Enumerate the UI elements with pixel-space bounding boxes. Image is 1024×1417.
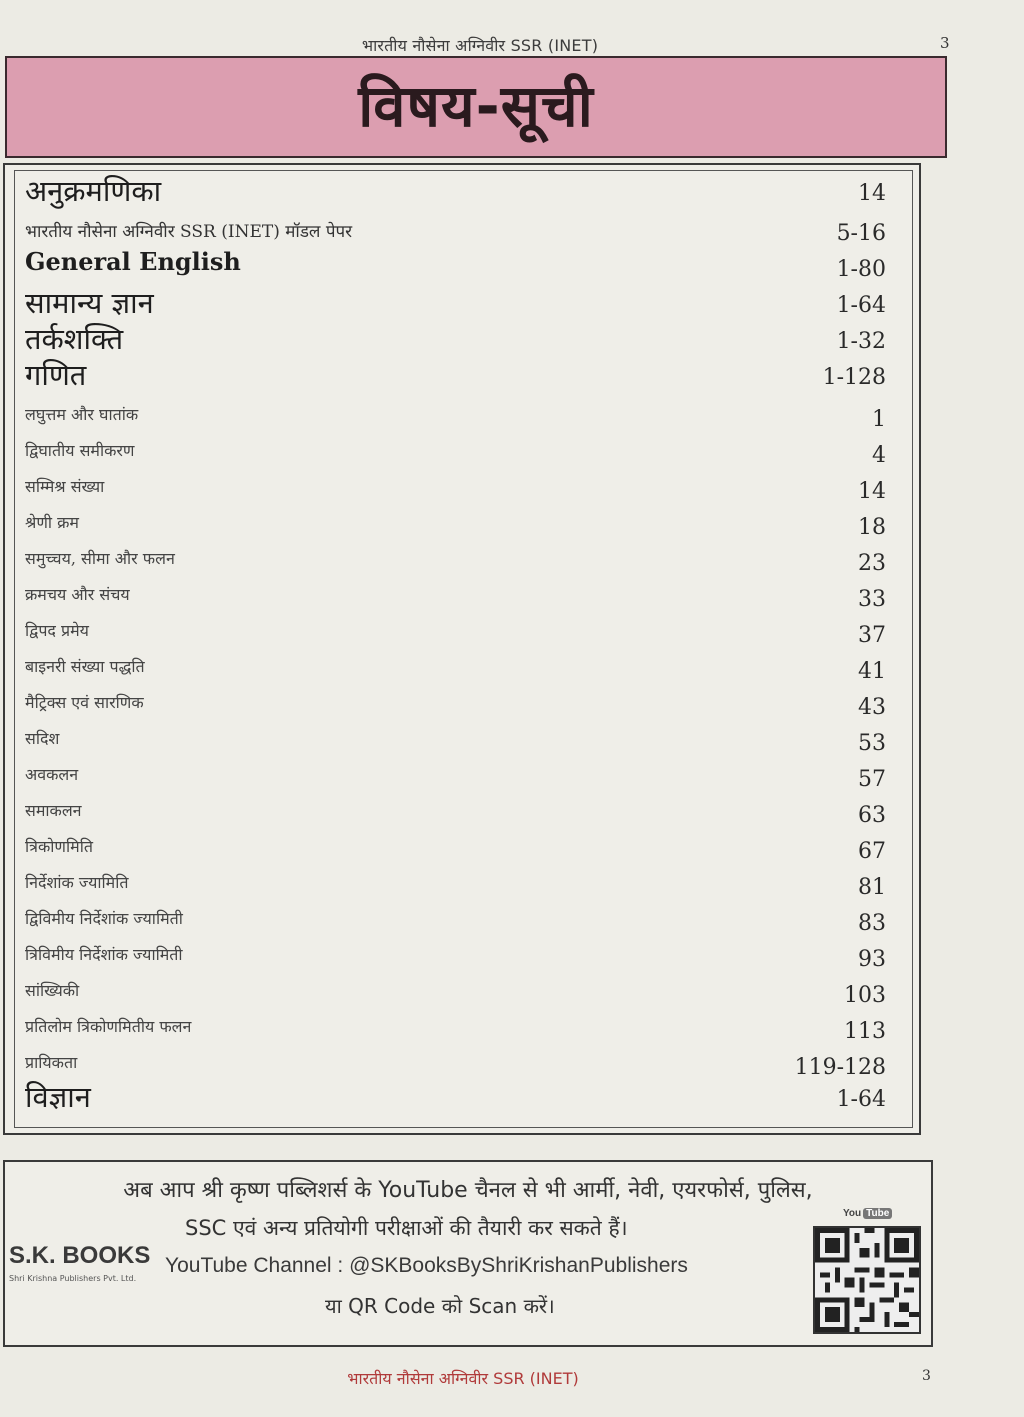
toc-entry bbox=[15, 793, 912, 829]
toc-entry bbox=[15, 1077, 912, 1113]
toc-entry-title: त्रिकोणमिति bbox=[25, 837, 93, 856]
toc-entry-page: 14 bbox=[858, 479, 886, 504]
toc-entry bbox=[15, 505, 912, 541]
toc-entry-page: 1-80 bbox=[836, 257, 886, 282]
toc-entry-page: 81 bbox=[858, 875, 886, 900]
toc-entry-title: भारतीय नौसेना अग्निवीर SSR (INET) मॉडल पेपर bbox=[25, 222, 353, 242]
toc-entry-page: 23 bbox=[858, 551, 886, 576]
toc-entry-title: सम्मिश्र संख्या bbox=[25, 477, 105, 496]
publisher-logo: S.K. BOOKS bbox=[9, 1242, 151, 1269]
toc-entry-page: 57 bbox=[858, 767, 886, 792]
toc-entry-title: समुच्चय, सीमा और फलन bbox=[25, 549, 175, 568]
toc-entry-page: 1-32 bbox=[836, 329, 886, 354]
toc-entry-title: श्रेणी क्रम bbox=[25, 513, 79, 532]
advert-line-1: अब आप श्री कृष्ण पब्लिशर्स के YouTube चैनल से भी आर्मी, नेवी, एयरफोर्स, पुलिस, bbox=[123, 1178, 813, 1203]
toc-entry-page: 67 bbox=[858, 839, 886, 864]
toc-entry bbox=[15, 1045, 912, 1081]
toc-entry-page: 43 bbox=[858, 695, 886, 720]
footer-page-number: 3 bbox=[922, 1368, 931, 1384]
toc-entry-title: प्रतिलोम त्रिकोणमितीय फलन bbox=[25, 1017, 192, 1036]
toc-entry-title: क्रमचय और संचय bbox=[25, 585, 130, 604]
advert-line-2: SSC एवं अन्य प्रतियोगी परीक्षाओं की तैयारी कर सकते हैं। bbox=[185, 1216, 628, 1240]
toc-entry bbox=[15, 865, 912, 901]
toc-entry-page: 1 bbox=[872, 407, 886, 432]
toc-entry bbox=[15, 649, 912, 685]
toc-entry bbox=[15, 541, 912, 577]
qr-code-icon bbox=[815, 1228, 919, 1332]
toc-entry bbox=[15, 397, 912, 433]
toc-entry-title: अनुक्रमणिका bbox=[25, 174, 162, 208]
toc-entry-title: बाइनरी संख्या पद्धति bbox=[25, 657, 145, 676]
youtube-advert-box bbox=[3, 1160, 933, 1347]
toc-entry-title: समाकलन bbox=[25, 801, 82, 820]
toc-inner-frame bbox=[14, 170, 913, 1128]
toc-entry-page: 63 bbox=[858, 803, 886, 828]
toc-entry-title: तर्कशक्ति bbox=[25, 322, 124, 356]
youtube-logo-tube: Tube bbox=[863, 1208, 892, 1219]
youtube-channel-text: YouTube Channel : @SKBooksByShriKrishanPublishers bbox=[165, 1254, 688, 1277]
running-footer bbox=[0, 1367, 1024, 1391]
toc-entry bbox=[15, 973, 912, 1009]
toc-entry-title: विज्ञान bbox=[25, 1080, 91, 1114]
toc-entry bbox=[15, 433, 912, 469]
toc-entry-title: निर्देशांक ज्यामिति bbox=[25, 873, 129, 892]
toc-entry-page: 41 bbox=[858, 659, 886, 684]
toc-entry-page: 1-64 bbox=[836, 1087, 886, 1112]
toc-entry bbox=[15, 613, 912, 649]
toc-entry-page: 37 bbox=[858, 623, 886, 648]
toc-entry-page: 33 bbox=[858, 587, 886, 612]
toc-entry-page: 53 bbox=[858, 731, 886, 756]
toc-entry-title: सदिश bbox=[25, 729, 60, 748]
toc-entry bbox=[15, 469, 912, 505]
toc-entry bbox=[15, 283, 912, 319]
qr-code[interactable] bbox=[813, 1226, 921, 1334]
footer-title: भारतीय नौसेना अग्निवीर SSR (INET) bbox=[347, 1369, 579, 1388]
publisher-logo-subtext: Shri Krishna Publishers Pvt. Ltd. bbox=[9, 1274, 137, 1283]
toc-entry bbox=[15, 829, 912, 865]
advert-line-4: या QR Code को Scan करें। bbox=[325, 1294, 555, 1318]
toc-entry-title: द्विविमीय निर्देशांक ज्यामिती bbox=[25, 909, 183, 928]
toc-entry bbox=[15, 211, 912, 247]
toc-entry bbox=[15, 171, 912, 207]
toc-entry bbox=[15, 1009, 912, 1045]
toc-entry bbox=[15, 721, 912, 757]
toc-entry-title: द्विघातीय समीकरण bbox=[25, 441, 135, 460]
toc-entry-page: 1-64 bbox=[836, 293, 886, 318]
header-page-number: 3 bbox=[940, 34, 950, 52]
toc-entry bbox=[15, 247, 912, 283]
toc-entry-title: सामान्य ज्ञान bbox=[25, 286, 154, 320]
toc-entry-title: त्रिविमीय निर्देशांक ज्यामिती bbox=[25, 945, 183, 964]
toc-entry-page: 93 bbox=[858, 947, 886, 972]
toc-entry-page: 119-128 bbox=[794, 1055, 886, 1080]
toc-entry-page: 103 bbox=[844, 983, 886, 1008]
table-of-contents bbox=[3, 163, 921, 1135]
toc-entry-title: द्विपद प्रमेय bbox=[25, 621, 89, 640]
toc-entry bbox=[15, 757, 912, 793]
toc-entry-page: 83 bbox=[858, 911, 886, 936]
toc-entry-page: 18 bbox=[858, 515, 886, 540]
toc-entry-page: 4 bbox=[872, 443, 886, 468]
toc-entry-title: लघुत्तम और घातांक bbox=[25, 405, 139, 424]
toc-entry-title: अवकलन bbox=[25, 765, 79, 784]
youtube-logo-you: You bbox=[843, 1208, 862, 1219]
contents-heading: विषय-सूची bbox=[358, 72, 594, 140]
toc-entry-title: General English bbox=[25, 247, 241, 276]
toc-entry-page: 113 bbox=[844, 1019, 886, 1044]
toc-entry-title: मैट्रिक्स एवं सारणिक bbox=[25, 693, 144, 712]
toc-entry bbox=[15, 355, 912, 391]
toc-entry bbox=[15, 937, 912, 973]
toc-entry bbox=[15, 685, 912, 721]
toc-entry-page: 5-16 bbox=[836, 221, 886, 246]
toc-entry bbox=[15, 901, 912, 937]
toc-entry-page: 14 bbox=[858, 181, 886, 206]
toc-entry bbox=[15, 319, 912, 355]
toc-entry-page: 1-128 bbox=[822, 365, 886, 390]
contents-banner bbox=[5, 56, 947, 158]
toc-entry bbox=[15, 577, 912, 613]
youtube-logo-icon bbox=[843, 1208, 895, 1224]
header-title: भारतीय नौसेना अग्निवीर SSR (INET) bbox=[361, 36, 599, 55]
toc-entry-title: सांख्यिकी bbox=[25, 981, 80, 1000]
toc-entry-title: प्रायिकता bbox=[25, 1053, 78, 1072]
toc-entry-title: गणित bbox=[25, 358, 87, 392]
